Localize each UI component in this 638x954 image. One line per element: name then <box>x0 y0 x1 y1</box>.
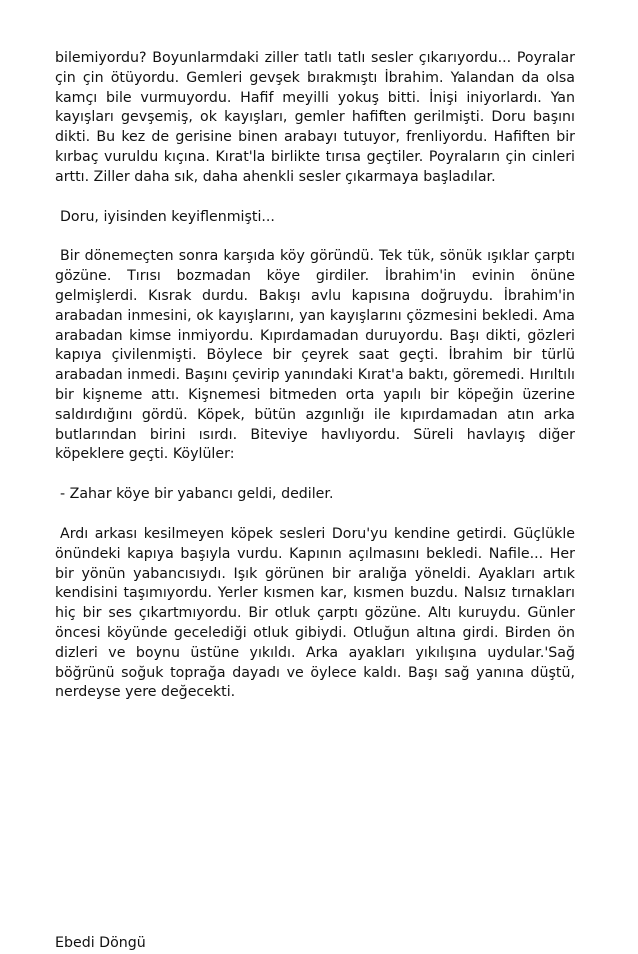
paragraph-2: Doru, iyisinden keyiflenmişti... <box>60 208 275 225</box>
running-footer: Ebedi Döngü <box>55 935 146 951</box>
paragraph-4: - Zahar köye bir yabancı geldi, dediler. <box>60 486 334 503</box>
paragraph-1: bilemiyordu? Boyunlarmdaki ziller tatlı tatlı sesler çıkarıyordu... Poyralar çin çin ötüyordu. Gemleri gevşek bırakmıştı İbrahim. Yalandan da olsa kamçı bile vurmuyordu. Hafif meyilli yokuş bitti. İnişi iniyorlardı. Yan kayışları gevşemiş, ok kayışları, gemler hafiften gerilmişti. Doru başını dikti. Bu kez de gerisine binen arabayı tutuyor, frenliyordu. Hafiften bir kırbaç vuruldu kıçına. Kırat'la birlikte tırısa geçtiler. Poyraların çin cinleri arttı. Ziller daha sık, daha ahenkli sesler çıkarmaya başladılar. <box>55 50 575 185</box>
document-page <box>55 49 575 723</box>
paragraph-3: Bir dönemeçten sonra karşıda köy göründü. Tek tük, sönük ışıklar çarptı gözüne. Tırısı bozmadan köye girdiler. İbrahim'in evinin önüne gelmişlerdi. Kısrak durdu. Bakışı avlu kapısına doğruydu. İbrahim'in arabadan inmesini, ok kayışlarını, yan kayışlarını çözmesini bekledi. Ama arabadan kimse inmiyordu. Kıpırdamadan duruyordu. Başı dikti, gözleri kapıya çivilenmişti. Böylece bir çeyrek saat geçti. İbrahim bir türlü arabadan inmedi. Başını çevirip yanındaki Kırat'a baktı, göremedi. Hırıltılı bir kişneme attı. Kişnemesi bitmeden orta yapılı bir köpeğin üzerine saldırdığını gördü. Köpek, bütün azgınlığı ile kıpırdamadan atın arka butlarından birini ısırdı. Biteviye havlıyordu. Süreli havlayış diğer köpeklere geçti. Köylüler: <box>55 248 575 463</box>
paragraph-5: Ardı arkası kesilmeyen köpek sesleri Doru'yu kendine getirdi. Güçlükle önündeki kapıya başıyla vurdu. Kapının açılmasını bekledi. Nafile... Her bir yönün yabancısıydı. Işık görünen bir aralığa yöneldi. Ayakları artık kendisini taşımıyordu. Yerler kısmen kar, kısmen buzdu. Nalsız tırnakları hiç bir ses çıkartmıyordu. Bir otluk çarptı gözüne. Altı kuruydu. Günler öncesi köyünde gecelediği otluk gibiydi. Otluğun altına girdi. Birden ön dizleri ve boynu üstüne yıkıldı. Arka ayakları yıkılışına uydular.'Sağ böğrünü soğuk toprağa dayadı ve öylece kaldı. Başı sağ yanına düştü, nerdeyse yere değecekti. <box>55 525 575 701</box>
